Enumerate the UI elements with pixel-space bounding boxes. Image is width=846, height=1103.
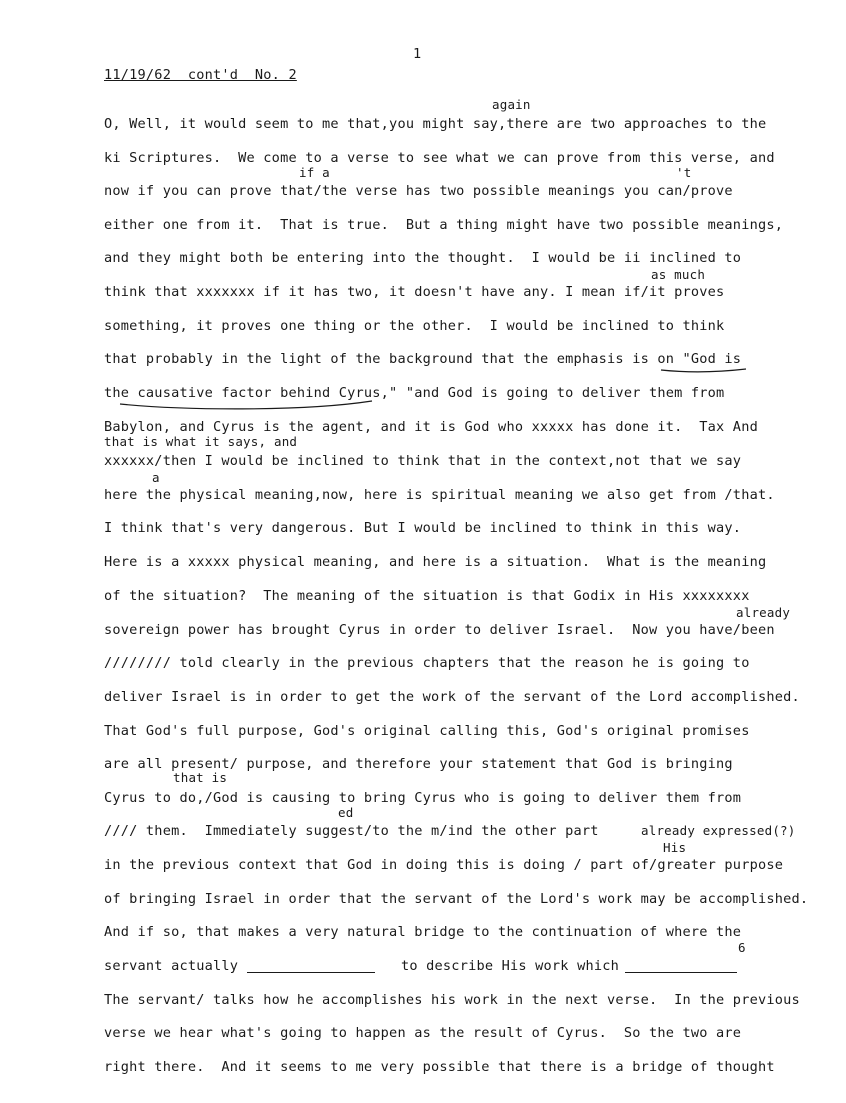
body-line: and they might both be entering into the thought. I would be ii inclined to [104, 250, 742, 266]
body-line: Here is a xxxxx physical meaning, and here is a situation. What is the meaning [104, 554, 767, 570]
insertion-already-expressed: already expressed(?) [641, 823, 796, 838]
insertion-t: 't [676, 165, 692, 180]
page-number: 1 [413, 46, 422, 62]
body-line: //////// told clearly in the previous chapters that the reason he is going to [104, 655, 750, 671]
body-line: I think that's very dangerous. But I would be inclined to think in this way. [104, 520, 742, 536]
body-line: right there. And it seems to me very possible that there is a bridge of thought [104, 1059, 775, 1075]
body-line: //// them. Immediately suggest/to the m/ind the other part [104, 823, 599, 839]
body-line: of bringing Israel in order that the servant of the Lord's work may be accomplished. [104, 891, 809, 907]
body-line: xxxxxx/then I would be inclined to think that in the context,not that we say [104, 453, 742, 469]
body-line: verse we hear what's going to happen as the result of Cyrus. So the two are [104, 1025, 742, 1041]
body-line: Cyrus to do,/God is causing to bring Cyrus who is going to deliver them from [104, 790, 742, 806]
insertion-that-is: that is [173, 770, 228, 785]
header-date-line: 11/19/62 cont'd No. 2 [104, 67, 297, 83]
body-line: And if so, that makes a very natural bridge to the continuation of where the [104, 924, 742, 940]
body-line: That God's full purpose, God's original calling this, God's original promises [104, 723, 750, 739]
body-line: the causative factor behind Cyrus," "and God is going to deliver them from [104, 385, 725, 401]
body-line: in the previous context that God in doing this is doing / part of/greater purpose [104, 857, 784, 873]
body-line: The servant/ talks how he accomplishes his work in the next verse. In the previous [104, 992, 800, 1008]
body-line: O, Well, it would seem to me that,you might say,there are two approaches to the [104, 116, 767, 132]
insertion-6: 6 [738, 940, 746, 955]
body-line: servant actually [104, 958, 239, 974]
body-line: of the situation? The meaning of the situation is that Godix in His xxxxxxxx [104, 588, 750, 604]
body-line: that probably in the light of the background that the emphasis is on "God is [104, 351, 742, 367]
insertion-his: His [663, 840, 687, 855]
body-line: think that xxxxxxx if it has two, it doesn't have any. I mean if/it proves [104, 284, 725, 300]
insertion-as-much: as much [651, 267, 706, 282]
body-line: sovereign power has brought Cyrus in order to deliver Israel. Now you have/been [104, 622, 775, 638]
insertion-that-is-what-it-says: that is what it says, and [104, 434, 298, 449]
insertion-a: a [152, 470, 160, 485]
insertion-already: already [736, 605, 791, 620]
insertion-again: again [492, 97, 531, 112]
body-line: to describe His work which [401, 958, 619, 974]
body-line: either one from it. That is true. But a thing might have two possible meanings, [104, 217, 784, 233]
insertion-if-a: if a [299, 165, 330, 180]
body-line: here the physical meaning,now, here is spiritual meaning we also get from /that. [104, 487, 775, 503]
insertion-ed: ed [338, 805, 354, 820]
body-line: deliver Israel is in order to get the work of the servant of the Lord accomplished. [104, 689, 800, 705]
body-line: now if you can prove that/the verse has two possible meanings you can/prove [104, 183, 733, 199]
body-line: Babylon, and Cyrus is the agent, and it is God who xxxxx has done it. Tax And [104, 419, 758, 435]
body-line: ki Scriptures. We come to a verse to see what we can prove from this verse, and [104, 150, 775, 166]
body-line: are all present/ purpose, and therefore your statement that God is bringing [104, 756, 733, 772]
body-line: something, it proves one thing or the other. I would be inclined to think [104, 318, 725, 334]
